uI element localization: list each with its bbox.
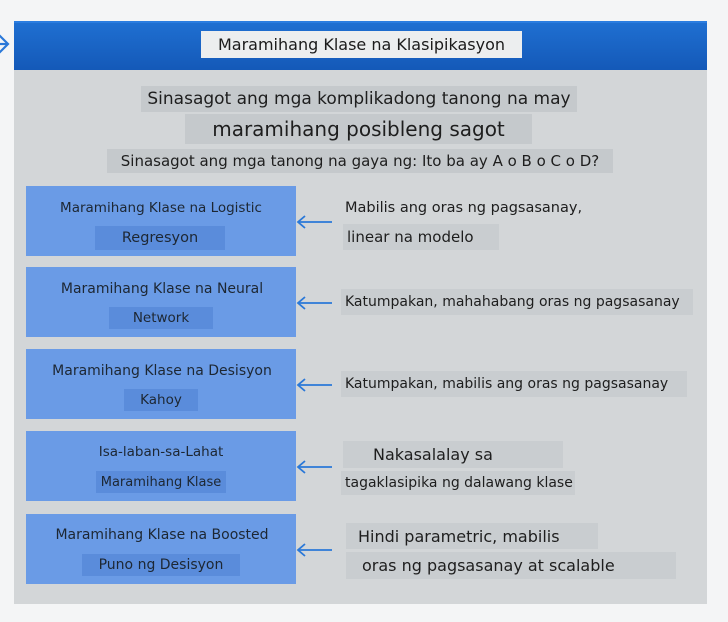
- method-box-boosted-decision-tree: [26, 514, 296, 584]
- desc-line1: Katumpakan, mabilis ang oras ng pagsasanay: [341, 371, 687, 397]
- desc-line1: Nakasalalay sa: [343, 441, 563, 468]
- intro-line-1: Sinasagot ang mga komplikadong tanong na may: [141, 86, 577, 112]
- left-arrow-icon: [296, 542, 334, 558]
- method-label-line2: Puno ng Desisyon: [82, 554, 240, 576]
- method-box-one-vs-all: [26, 431, 296, 501]
- method-box-neural-network: [26, 267, 296, 337]
- method-label-line2: Regresyon: [95, 226, 225, 250]
- method-label-line2: Maramihang Klase: [96, 471, 226, 493]
- desc-line2: tagaklasipika ng dalawang klase: [341, 471, 575, 495]
- desc-line2: linear na modelo: [343, 224, 499, 250]
- entry-arrow-icon: [0, 30, 14, 58]
- desc-line1: Katumpakan, mahahabang oras ng pagsasanay: [341, 289, 693, 315]
- intro-line-2: maramihang posibleng sagot: [185, 114, 532, 144]
- left-arrow-icon: [296, 377, 334, 393]
- left-arrow-icon: [296, 459, 334, 475]
- method-label-line1: Maramihang Klase na Neural: [60, 281, 264, 297]
- method-label-line2: Kahoy: [124, 389, 198, 411]
- desc-line1: Hindi parametric, mabilis: [346, 523, 598, 549]
- method-label-line1: Maramihang Klase na Boosted: [55, 527, 269, 543]
- left-arrow-icon: [296, 295, 334, 311]
- method-label-line2: Network: [109, 307, 213, 329]
- method-label-line1: Maramihang Klase na Desisyon: [52, 363, 272, 379]
- method-box-logistic-regression: [26, 186, 296, 256]
- method-label-line1: Maramihang Klase na Logistic: [60, 200, 262, 216]
- diagram-title: Maramihang Klase na Klasipikasyon: [201, 31, 522, 58]
- method-box-decision-tree: [26, 349, 296, 419]
- intro-line-3: Sinasagot ang mga tanong na gaya ng: Ito ba ay A o B o C o D?: [107, 149, 613, 173]
- desc-line2: oras ng pagsasanay at scalable: [346, 552, 676, 579]
- left-arrow-icon: [296, 214, 334, 230]
- desc-line1: Mabilis ang oras ng pagsasanay,: [341, 195, 575, 221]
- method-label-line1: Isa-laban-sa-Lahat: [98, 444, 224, 460]
